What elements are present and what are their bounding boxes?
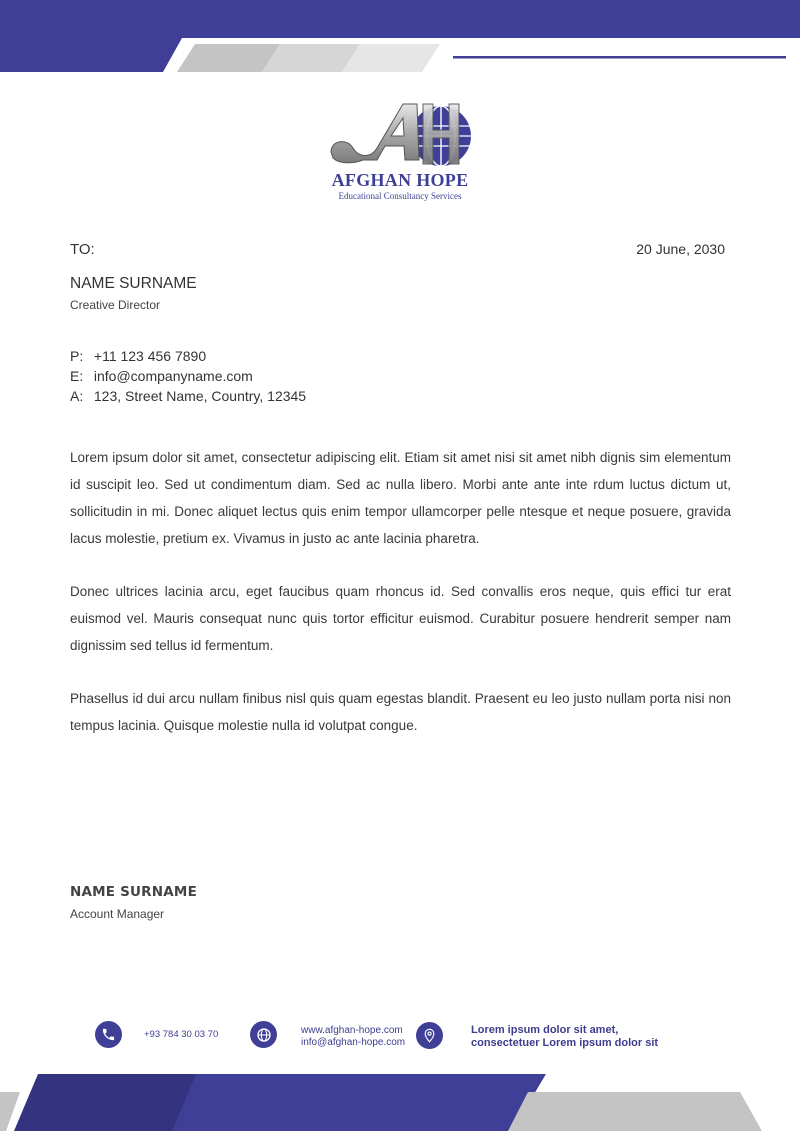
footer-address-line-2: consectetuer Lorem ipsum dolor sit [471,1037,659,1049]
contact-email [70,368,253,384]
to-label: TO: [70,241,95,258]
logo-emblem [325,100,475,172]
contact-email-label: E: [70,368,84,384]
body-paragraph-1: Lorem ipsum dolor sit amet, consectetur adipiscing elit. Etiam sit amet nisi sit amet nibh dignis sim elementum id suscipit leo. Sed ut condimentum diam. Sed ac nulla libero. Morbi ante ante inte rdum luctus dictum ut, sollicitudin in mi. Donec aliquet lectus quis enim tempor ullamcorper pelle ntesque et neque posuere, gravida lacus molestie, pretium ex. Vivamus in justo ac ante lacinia pharetra. [70,450,731,546]
phone-icon [95,1021,122,1048]
footer-address-line-1: Lorem ipsum dolor sit amet, [471,1024,619,1036]
header-gray-shape-1 [177,44,280,72]
body-paragraph-2: Donec ultrices lacinia arcu, eget faucibus quam rhoncus id. Sed convallis eros neque, quis effici tur erat euismod vel. Mauris consequat nunc quis tortor efficitur euismod. Curabitur posuere hendrerit semper nam dignissim sed tellus id fermentum. [70,584,731,653]
recipient-title: Creative Director [70,298,161,312]
sender-title: Account Manager [70,907,165,921]
web-icon [250,1021,277,1048]
footer-email[interactable]: info@afghan-hope.com [301,1037,406,1048]
footer-address-block [471,1024,658,1050]
logo-title: AFGHAN HOPE [331,170,469,190]
contact-phone [70,348,206,364]
footer-web-block [301,1025,405,1049]
logo-letter-a [331,104,419,163]
contact-address-label: A: [70,388,84,404]
footer-blue-band [172,1074,546,1131]
recipient-name: NAME SURNAME [70,275,197,292]
location-icon [416,1022,443,1049]
footer-decoration [0,1070,800,1131]
header-blue-line [453,56,786,59]
header-decoration [0,0,800,80]
letter-date: 20 June, 2030 [636,241,725,257]
contact-address-value: 123, Street Name, Country, 12345 [93,388,307,404]
body-paragraph-3: Phasellus id dui arcu nullam finibus nisl quis quam egestas blandit. Praesent eu leo justo nullam porta nisi non tempus lacinia. Quisque molestie nulla id volutpat congue. [70,691,731,733]
contact-phone-label: P: [70,348,84,364]
footer-phone: +93 784 30 03 70 [144,1029,219,1040]
contact-phone-value: +11 123 456 7890 [93,348,207,364]
contact-address [70,388,306,404]
logo-subtitle: Educational Consultancy Services [338,191,462,201]
footer-website[interactable]: www.afghan-hope.com [301,1025,403,1036]
sender-name: NAME SURNAME [70,884,197,900]
contact-email-value: info@companyname.com [93,368,253,384]
footer-gray-right [508,1092,762,1131]
